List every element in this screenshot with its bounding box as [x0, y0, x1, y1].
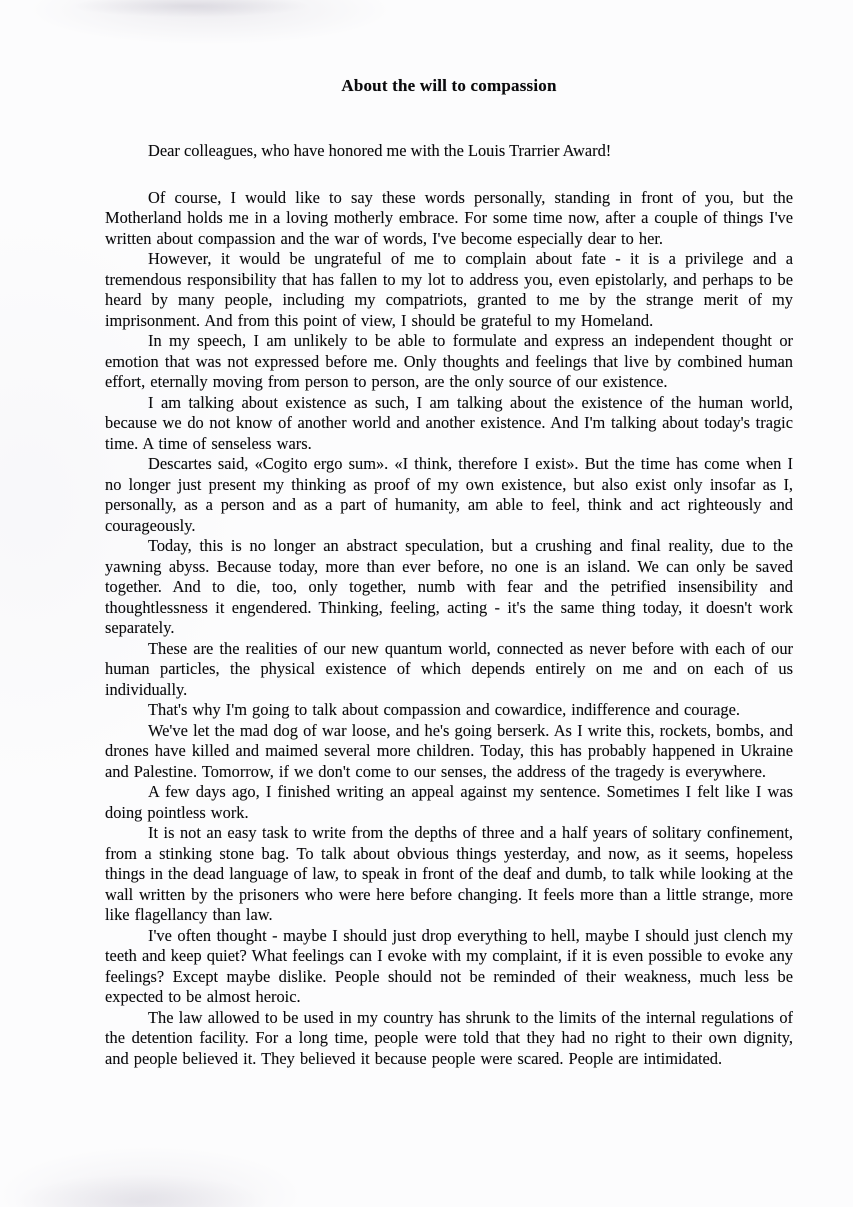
paragraph-13: The law allowed to be used in my country has shrunk to the limits of the internal regulations of the detention facility. For a long time, people were told that they had no right to their own dignity, and people believed it. They believed it because people were scared. People are intimidated. — [105, 1007, 793, 1068]
letter-body — [105, 188, 793, 1070]
paragraph-6: Today, this is no longer an abstract speculation, but a crushing and final reality, due to the yawning abyss. Because today, more than ever before, no one is an island. We can only be saved together. And to die, too, only together, numb with fear and the petrified insensibility and thoughtlessness it engendered. Thinking, feeling, acting - it's the same thing today, it doesn't work separately. — [105, 536, 793, 637]
paragraph-8: That's why I'm going to talk about compassion and cowardice, indifference and courage. — [148, 700, 741, 719]
paragraph-1: Of course, I would like to say these words personally, standing in front of you, but the Motherland holds me in a loving motherly embrace. For some time now, after a couple of things I've written about compassion and the war of words, I've become especially dear to her. — [105, 187, 793, 248]
paragraph-11: It is not an easy task to write from the depths of three and a half years of solitary confinement, from a stinking stone bag. To talk about obvious things yesterday, and now, as it seems, hopeless things in the dead language of law, to speak in front of the deaf and dumb, to talk while looking at the wall written by the prisoners who were here before changing. It feels more than a little strange, more like flagellancy than law. — [105, 823, 793, 924]
document-title: About the will to compassion — [341, 76, 557, 95]
scan-artifact-bottom — [0, 1117, 420, 1207]
scan-artifact-top — [0, 0, 340, 40]
paragraph-5: Descartes said, «Cogito ergo sum». «I think, therefore I exist». But the time has come when I no longer just present my thinking as proof of my own existence, but also exist only insofar as I, personally, as a person and as a part of humanity, am able to feel, think and act righteously and courageously. — [105, 454, 793, 535]
paragraph-2: However, it would be ungrateful of me to complain about fate - it is a privilege and a tremendous responsibility that has fallen to my lot to address you, even epistolarly, and perhaps to be heard by many people, including my compatriots, granted to me by the strange merit of my imprisonment. And from this point of view, I should be grateful to my Homeland. — [105, 249, 793, 330]
paragraph-10: A few days ago, I finished writing an appeal against my sentence. Sometimes I felt like I was doing pointless work. — [105, 782, 793, 822]
paragraph-12: I've often thought - maybe I should just drop everything to hell, maybe I should just clench my teeth and keep quiet? What feelings can I evoke with my complaint, if it is even possible to evoke any feelings? Except maybe dislike. People should not be reminded of their weakness, much less be expected to be almost heroic. — [105, 925, 793, 1006]
salutation-line: Dear colleagues, who have honored me with the Louis Trarrier Award! — [148, 141, 612, 160]
paragraph-3: In my speech, I am unlikely to be able to formulate and express an independent thought or emotion that was not expressed before me. Only thoughts and feelings that live by combined human effort, eternally moving from person to person, are the only source of our existence. — [105, 331, 793, 391]
paragraph-4: I am talking about existence as such, I am talking about the existence of the human world, because we do not know of another world and another existence. And I'm talking about today's tragic time. A time of senseless wars. — [105, 392, 793, 453]
paragraph-7: These are the realities of our new quantum world, connected as never before with each of our human particles, the physical existence of which depends entirely on me and on each of us individually. — [105, 638, 793, 699]
paragraph-9: We've let the mad dog of war loose, and he's going berserk. As I write this, rockets, bombs, and drones have killed and maimed several more children. Today, this has probably happened in Ukraine and Palestine. Tomorrow, if we don't come to our senses, the address of the tragedy is everywhere. — [105, 720, 793, 781]
letter-content — [105, 76, 793, 1069]
